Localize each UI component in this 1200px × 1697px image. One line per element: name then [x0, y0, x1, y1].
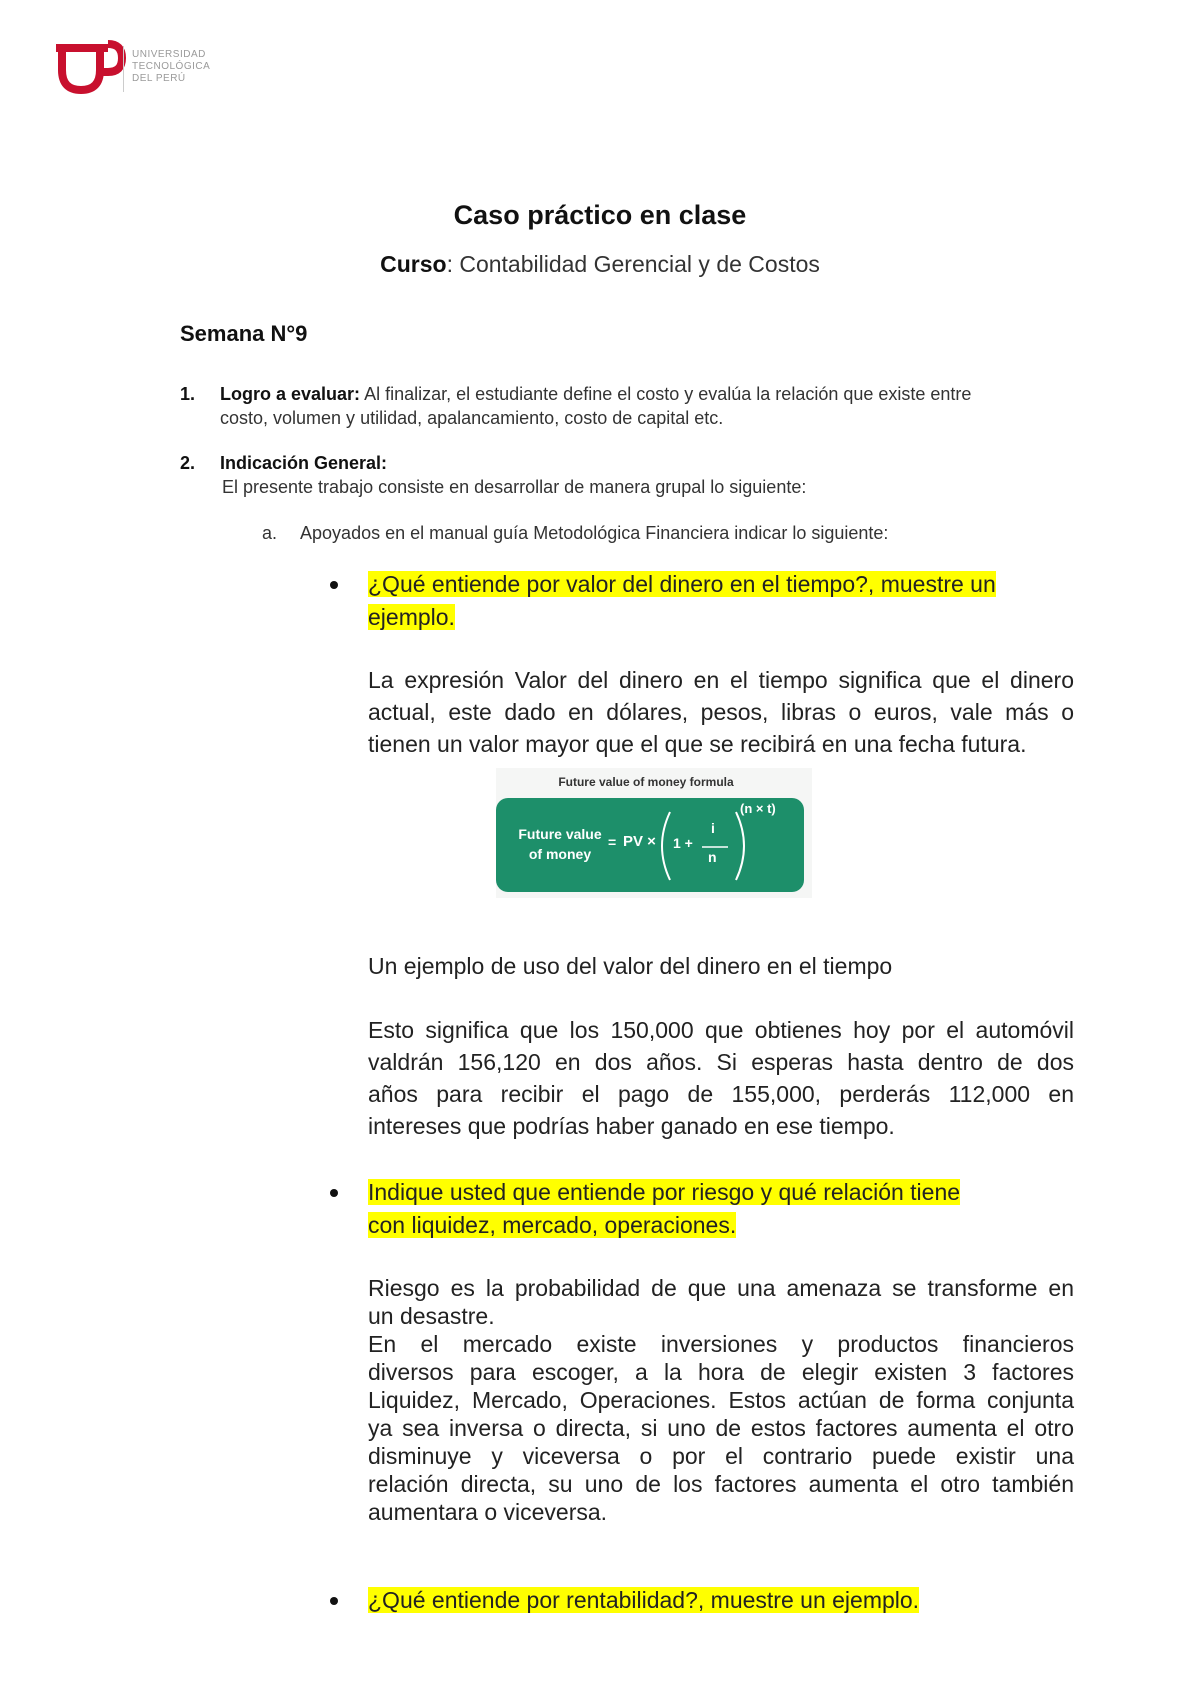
item-logro	[220, 382, 1100, 430]
item-label: Logro a evaluar:	[220, 384, 361, 404]
logo-divider	[123, 46, 124, 92]
answer-line: ya sea inversa o directa, si uno de estos factores aumenta el otro	[368, 1415, 1074, 1441]
item-label: Indicación General:	[220, 453, 388, 473]
answer-line: un desastre.	[368, 1303, 495, 1329]
example-line: Esto significa que los 150,000 que obtienes hoy por el automóvil	[368, 1017, 1074, 1043]
sub-item-marker: a.	[262, 523, 278, 543]
question-line: ¿Qué entiende por rentabilidad?, muestre un ejemplo.	[368, 1587, 920, 1613]
course-line	[0, 251, 1200, 278]
future-value-formula-image	[496, 768, 812, 898]
formula-equals: =	[608, 834, 617, 850]
answer-line: La expresión Valor del dinero en el tiempo significa que el dinero	[368, 667, 1074, 693]
example-line: intereses que podrías haber ganado en ese tiempo.	[368, 1113, 895, 1139]
answer-2	[368, 1274, 1074, 1526]
example-line: años para recibir el pago de 155,000, perderás 112,000 en	[368, 1081, 1074, 1107]
formula-one-plus: 1 +	[673, 835, 693, 851]
question-line: ejemplo.	[368, 604, 455, 630]
answer-line: aumentara o viceversa.	[368, 1499, 608, 1525]
logo-line: UNIVERSIDAD	[132, 49, 206, 60]
answer-line: tienen un valor mayor que el que se recibirá en una fecha futura.	[368, 731, 1027, 757]
logo-line: DEL PERÚ	[132, 73, 186, 84]
formula-denominator: n	[708, 849, 717, 865]
example-1	[368, 1014, 1074, 1142]
question-line: con liquidez, mercado, operaciones.	[368, 1212, 737, 1238]
item-number: 2.	[180, 453, 196, 473]
course-label: Curso	[380, 251, 447, 277]
formula-card	[496, 798, 804, 892]
course-name: Contabilidad Gerencial y de Costos	[459, 251, 820, 277]
question-2	[368, 1176, 960, 1242]
example-heading	[368, 950, 1074, 982]
item-indicacion	[220, 451, 1100, 499]
bullet-icon	[330, 1189, 338, 1197]
item-line: Al finalizar, el estudiante define el costo y evalúa la relación que existe entre	[364, 384, 972, 404]
answer-1	[368, 664, 1074, 760]
bullet-icon	[330, 1597, 338, 1605]
question-line: Indique usted que entiende por riesgo y qué relación tiene	[368, 1179, 961, 1205]
sub-item-a	[262, 523, 888, 544]
item-line: El presente trabajo consiste en desarrollar de manera grupal lo siguiente:	[222, 477, 807, 497]
answer-line: diversos para escoger, a la hora de elegir existen 3 factores	[368, 1359, 1074, 1385]
answer-line: actual, este dado en dólares, pesos, libras o euros, vale más o	[368, 699, 1074, 725]
logo-text	[132, 49, 210, 85]
formula-pv: PV ×	[623, 833, 656, 850]
logo-line: TECNOLÓGICA	[132, 61, 211, 72]
question-line: ¿Qué entiende por valor del dinero en el tiempo?, muestre un	[368, 571, 996, 597]
formula-lhs	[512, 824, 608, 864]
example-line: valdrán 156,120 en dos años. Si esperas hasta dentro de dos	[368, 1049, 1074, 1075]
bullet-icon	[330, 581, 338, 589]
utp-logo-icon	[56, 38, 126, 96]
formula-lhs-line: Future value	[518, 826, 602, 842]
week-heading: Semana N°9	[180, 321, 308, 346]
answer-line: Liquidez, Mercado, Operaciones. Estos actúan de forma conjunta	[368, 1387, 1074, 1413]
formula-title: Future value of money formula	[558, 775, 734, 789]
formula-exponent: (n × t)	[740, 801, 776, 816]
item-number: 1.	[180, 384, 196, 404]
example-heading-text: Un ejemplo de uso del valor del dinero en el tiempo	[368, 953, 893, 979]
course-separator: :	[446, 251, 453, 277]
formula-lhs-line: of money	[528, 846, 592, 862]
document-title: Caso práctico en clase	[453, 200, 747, 230]
answer-line: Riesgo es la probabilidad de que una amenaza se transforme en	[368, 1275, 1074, 1301]
item-line: costo, volumen y utilidad, apalancamiento, costo de capital etc.	[220, 408, 724, 428]
question-3	[368, 1584, 919, 1617]
answer-line: En el mercado existe inversiones y productos financieros	[368, 1331, 1074, 1357]
formula-parentheses	[656, 806, 756, 886]
sub-item-text: Apoyados en el manual guía Metodológica Financiera indicar lo siguiente:	[300, 523, 889, 543]
answer-line: disminuye y viceversa o por el contrario puede existir una	[368, 1443, 1074, 1469]
answer-line: relación directa, su uno de los factores aumenta el otro también	[368, 1471, 1074, 1497]
question-1	[368, 568, 996, 634]
formula-numerator: i	[711, 820, 715, 836]
